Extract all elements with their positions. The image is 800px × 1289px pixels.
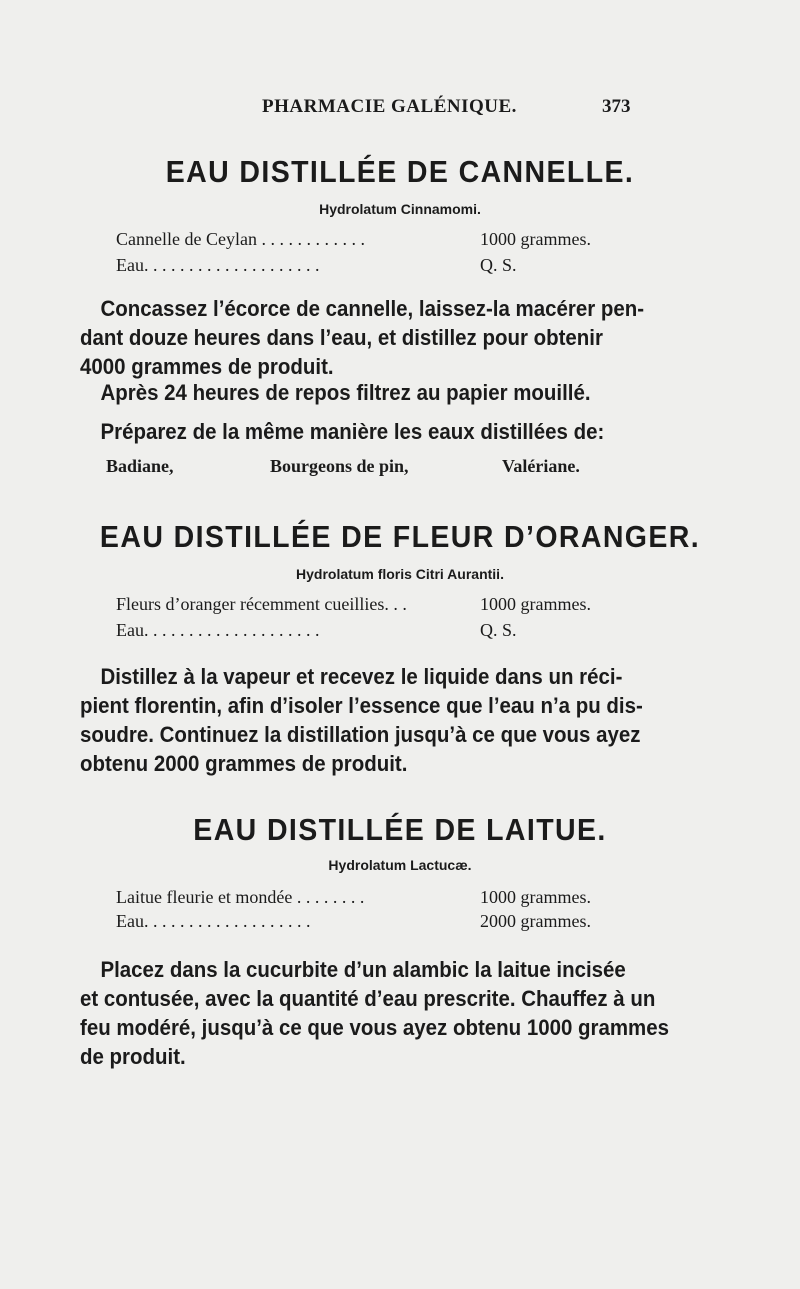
variant-item: Badiane, xyxy=(106,456,174,476)
paragraph xyxy=(80,662,643,778)
ingredient-quantity: Q. S. xyxy=(480,255,517,275)
paragraph-line: soudre. Continuez la distillation jusqu’à ce que vous ayez xyxy=(80,722,641,747)
paragraph-line: Après 24 heures de repos filtrez au papier mouillé. xyxy=(100,380,591,405)
paragraph xyxy=(80,417,605,446)
paragraph-line: Préparez de la même manière les eaux distillées de: xyxy=(100,419,605,444)
ingredient-name: Laitue fleurie et mondée . . . . . . . . xyxy=(116,887,365,907)
section-subtitle-fleur-oranger: Hydrolatum floris Citri Aurantii. xyxy=(296,566,504,582)
ingredient-name: Cannelle de Ceylan . . . . . . . . . . . . xyxy=(116,229,365,249)
ingredient-name: Eau. . . . . . . . . . . . . . . . . . . xyxy=(116,911,311,931)
paragraph-line: Placez dans la cucurbite d’un alambic la laitue incisée xyxy=(100,957,626,982)
running-header xyxy=(0,96,800,126)
section-subtitle-cannelle: Hydrolatum Cinnamomi. xyxy=(319,201,481,217)
ingredient-quantity: 1000 grammes. xyxy=(480,887,591,907)
variant-item: Bourgeons de pin, xyxy=(270,456,409,476)
variant-item: Valériane. xyxy=(502,456,580,476)
ingredient-name: Fleurs d’oranger récemment cueillies. . . xyxy=(116,594,407,614)
paragraph-line: pient florentin, afin d’isoler l’essence que l’eau n’a pu dis- xyxy=(80,693,643,718)
section-title-fleur-oranger: EAU DISTILLÉE DE FLEUR D’ORANGER. xyxy=(99,519,701,554)
page-number: 373 xyxy=(602,96,631,117)
section-title-cannelle: EAU DISTILLÉE DE CANNELLE. xyxy=(165,154,635,189)
paragraph xyxy=(80,378,601,407)
ingredient-row xyxy=(116,229,612,250)
ingredient-row xyxy=(116,911,612,932)
paragraph-line: Distillez à la vapeur et recevez le liquide dans un réci- xyxy=(100,664,623,689)
paragraph-line: et contusée, avec la quantité d’eau prescrite. Chauffez à un xyxy=(80,986,656,1011)
paragraph xyxy=(80,294,645,381)
paragraph-line: dant douze heures dans l’eau, et distillez pour obtenir xyxy=(80,325,603,350)
paragraph-line: 4000 grammes de produit. xyxy=(80,354,334,379)
section-subtitle-laitue: Hydrolatum Lactucæ. xyxy=(328,857,472,873)
paragraph-line: de produit. xyxy=(80,1044,186,1069)
ingredient-quantity: 2000 grammes. xyxy=(480,911,591,931)
header-title: PHARMACIE GALÉNIQUE. xyxy=(262,96,517,117)
ingredient-quantity: 1000 grammes. xyxy=(480,229,591,249)
ingredient-row xyxy=(116,887,612,908)
ingredient-quantity: Q. S. xyxy=(480,620,517,640)
paragraph xyxy=(80,955,669,1071)
ingredient-row xyxy=(116,620,612,641)
ingredient-name: Eau. . . . . . . . . . . . . . . . . . . . xyxy=(116,620,320,640)
ingredient-quantity: 1000 grammes. xyxy=(480,594,591,614)
paragraph-line: Concassez l’écorce de cannelle, laissez-la macérer pen- xyxy=(100,296,645,321)
ingredient-row xyxy=(116,594,612,615)
ingredient-name: Eau. . . . . . . . . . . . . . . . . . . . xyxy=(116,255,320,275)
ingredient-row xyxy=(116,255,612,276)
section-title-laitue: EAU DISTILLÉE DE LAITUE. xyxy=(193,812,607,847)
paragraph-line: obtenu 2000 grammes de produit. xyxy=(80,751,408,776)
paragraph-line: feu modéré, jusqu’à ce que vous ayez obtenu 1000 grammes xyxy=(80,1015,669,1040)
